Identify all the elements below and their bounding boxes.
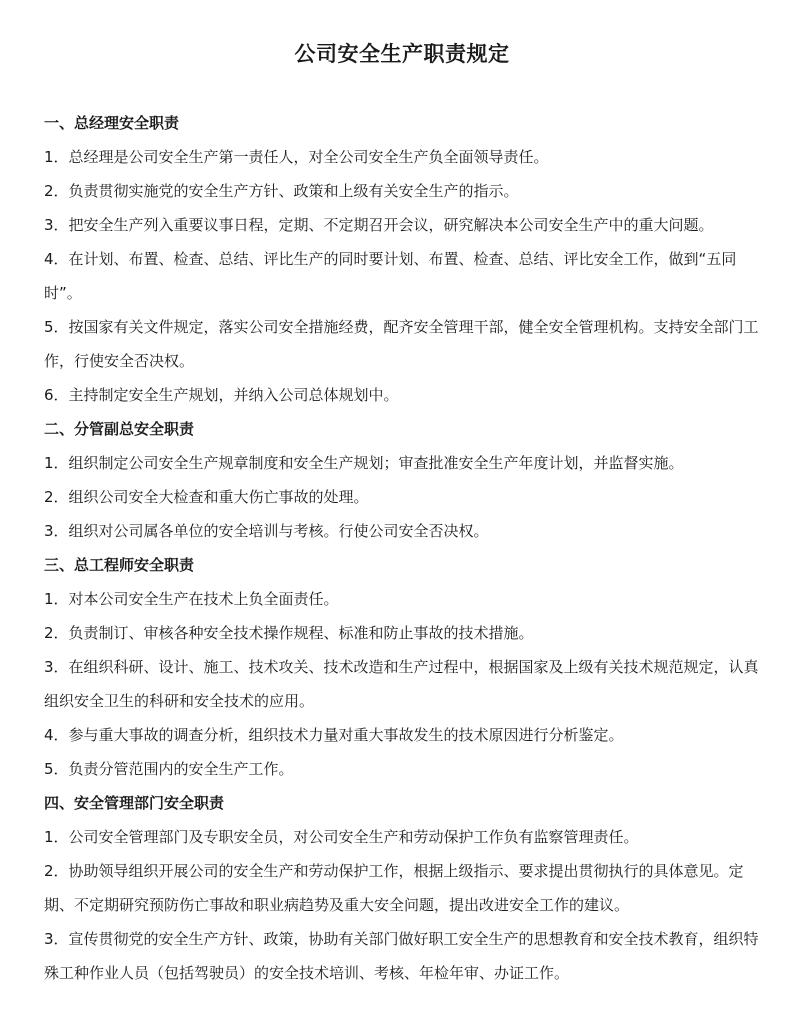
list-item: 3．在组织科研、设计、施工、技术攻关、技术改造和生产过程中，根据国家及上级有关技术规范规定，认真组织安全卫生的科研和安全技术的应用。 — [44, 658, 759, 710]
list-item: 4．参与重大事故的调查分析，组织技术力量对重大事故发生的技术原因进行分析鉴定。 — [44, 726, 624, 744]
list-item: 1．对本公司安全生产在技术上负全面责任。 — [44, 590, 339, 608]
section-safety-department — [44, 786, 760, 990]
list-item: 6．主持制定安全生产规划，并纳入公司总体规划中。 — [44, 386, 399, 404]
list-item: 2．负责贯彻实施党的安全生产方针、政策和上级有关安全生产的指示。 — [44, 182, 519, 200]
list-item: 4．在计划、布置、检查、总结、评比生产的同时要计划、布置、检查、总结、评比安全工作，做到“五同时”。 — [44, 250, 737, 302]
list-item: 2．负责制订、审核各种安全技术操作规程、标准和防止事故的技术措施。 — [44, 624, 534, 642]
list-item: 3．组织对公司属各单位的安全培训与考核。行使公司安全否决权。 — [44, 522, 489, 540]
list-item: 2．组织公司安全大检查和重大伤亡事故的处理。 — [44, 488, 369, 506]
list-item: 3．把安全生产列入重要议事日程，定期、不定期召开会议，研究解决本公司安全生产中的重大问题。 — [44, 216, 714, 234]
list-item: 2．协助领导组织开展公司的安全生产和劳动保护工作，根据上级指示、要求提出贯彻执行的具体意见。定期、不定期研究预防伤亡事故和职业病趋势及重大安全问题，提出改进安全工作的建议。 — [44, 862, 744, 914]
list-item: 1．组织制定公司安全生产规章制度和安全生产规划；审查批准安全生产年度计划，并监督实施。 — [44, 454, 684, 472]
list-item: 5．按国家有关文件规定，落实公司安全措施经费，配齐安全管理干部，健全安全管理机构。支持安全部门工作，行使安全否决权。 — [44, 318, 759, 370]
section-heading: 四、安全管理部门安全职责 — [44, 794, 225, 812]
list-item: 3．宣传贯彻党的安全生产方针、政策，协助有关部门做好职工安全生产的思想教育和安全技术教育，组织特殊工种作业人员（包括驾驶员）的安全技术培训、考核、年检年审、办证工作。 — [44, 930, 759, 982]
section-heading: 一、总经理安全职责 — [44, 114, 180, 132]
list-item: 1．总经理是公司安全生产第一责任人，对全公司安全生产负全面领导责任。 — [44, 148, 549, 166]
section-general-manager — [44, 106, 760, 412]
section-deputy-manager — [44, 412, 760, 548]
list-item: 1．公司安全管理部门及专职安全员，对公司安全生产和劳动保护工作负有监察管理责任。 — [44, 828, 639, 846]
page-title: 公司安全生产职责规定 — [294, 42, 510, 66]
section-heading: 二、分管副总安全职责 — [44, 420, 195, 438]
section-chief-engineer — [44, 548, 760, 786]
section-heading: 三、总工程师安全职责 — [44, 556, 195, 574]
list-item: 5．负责分管范围内的安全生产工作。 — [44, 760, 294, 778]
